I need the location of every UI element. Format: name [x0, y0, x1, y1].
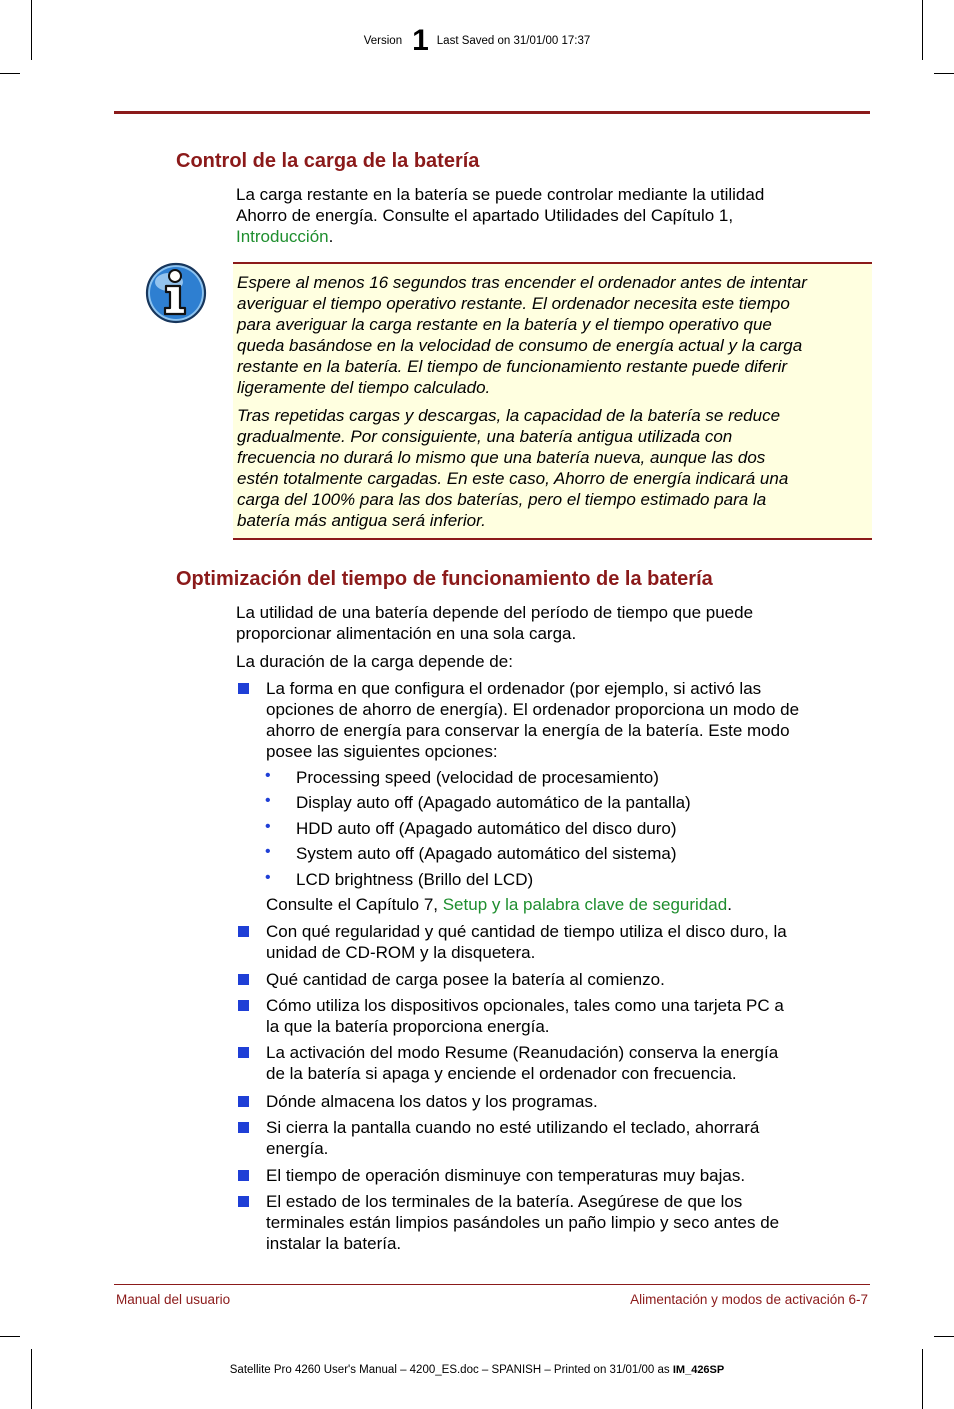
note-line: restante en la batería. El tiempo de funcionamiento restante puede diferir	[237, 357, 788, 376]
bullet-marker	[238, 974, 249, 985]
list-item-line: energía.	[266, 1139, 329, 1158]
note-box	[233, 262, 872, 540]
list-item-line: Con qué regularidad y qué cantidad de tiempo utiliza el disco duro, la	[266, 922, 787, 941]
bullet-marker	[238, 1000, 249, 1011]
sub-bullet-dot: •	[265, 792, 271, 809]
list-item-line: instalar la batería.	[266, 1234, 402, 1253]
last-saved: Last Saved on 31/01/00 17:37	[436, 35, 591, 47]
sub-bullet-dot: •	[265, 843, 271, 860]
list-item-line: la que la batería proporciona energía.	[266, 1017, 550, 1036]
sub-bullet-dot: •	[265, 818, 271, 835]
link-setup-security[interactable]: Setup y la palabra clave de seguridad	[442, 895, 728, 914]
note-line: para averiguar la carga restante en la batería y el tiempo operativo que	[237, 315, 772, 334]
list-item-line: Dónde almacena los datos y los programas.	[266, 1092, 598, 1111]
paragraph: La duración de la carga depende de:	[236, 652, 513, 671]
paragraph: Introducción.	[236, 227, 334, 246]
print-info: Satellite Pro 4260 User's Manual – 4200_ES.doc – SPANISH – Printed on 31/01/00 as IM_426SP	[229, 1364, 725, 1376]
crop-mark	[934, 73, 954, 74]
list-item-line: Cómo utiliza los dispositivos opcionales, tales como una tarjeta PC a	[266, 996, 784, 1015]
list-item-line: La activación del modo Resume (Reanudación) conserva la energía	[266, 1043, 779, 1062]
version-header	[0, 24, 954, 58]
print-code: IM_426SP	[672, 1364, 725, 1376]
list-item-line: Si cierra la pantalla cuando no esté utilizando el teclado, ahorrará	[266, 1118, 760, 1137]
section-title-battery-optimization: Optimización del tiempo de funcionamiento de la batería	[176, 568, 713, 590]
footer-rule	[114, 1284, 870, 1285]
footer-left: Manual del usuario	[116, 1292, 231, 1307]
paragraph: La carga restante en la batería se puede controlar mediante la utilidad	[236, 185, 765, 204]
note-line: queda basándose en la velocidad de consumo de energía actual y la carga	[237, 336, 803, 355]
top-rule	[114, 111, 870, 114]
note-line: ligeramente del tiempo calculado.	[237, 378, 491, 397]
bullet-marker	[238, 683, 249, 694]
link-introduccion[interactable]: Introducción	[236, 227, 329, 246]
bullet-marker	[238, 1047, 249, 1058]
consult-line: Consulte el Capítulo 7, Setup y la palabra clave de seguridad.	[266, 895, 732, 914]
paragraph: proporcionar alimentación en una sola carga.	[236, 624, 577, 643]
list-item-line: de la batería si apaga y enciende el ordenador con frecuencia.	[266, 1064, 737, 1083]
note-line: averiguar el tiempo operativo restante. El ordenador necesita este tiempo	[237, 294, 790, 313]
note-line: estén totalmente cargadas. En este caso, Ahorro de energía indicará una	[237, 469, 789, 488]
note-line: carga del 100% para las dos baterías, pero el tiempo estimado para la	[237, 490, 767, 509]
version-number: 1	[412, 24, 429, 57]
sub-list-item: Display auto off (Apagado automático de la pantalla)	[296, 793, 691, 812]
info-icon	[145, 262, 207, 324]
list-item-line: Qué cantidad de carga posee la batería al comienzo.	[266, 970, 665, 989]
paragraph: Ahorro de energía. Consulte el apartado Utilidades del Capítulo 1,	[236, 206, 734, 225]
list-item-line: La forma en que configura el ordenador (por ejemplo, si activó las	[266, 679, 762, 698]
sub-list-item: HDD auto off (Apagado automático del disco duro)	[296, 819, 677, 838]
crop-mark	[31, 1349, 32, 1409]
bullet-marker	[238, 1096, 249, 1107]
section-title-battery-charge: Control de la carga de la batería	[176, 150, 480, 172]
version-label: Version	[363, 35, 403, 47]
sub-bullet-dot: •	[265, 869, 271, 886]
bullet-marker	[238, 926, 249, 937]
list-item-line: ahorro de energía para conservar la energía de la batería. Este modo	[266, 721, 790, 740]
crop-mark	[934, 1336, 954, 1337]
list-item-line: opciones de ahorro de energía). El ordenador proporciona un modo de	[266, 700, 800, 719]
sub-list-item: LCD brightness (Brillo del LCD)	[296, 870, 534, 889]
note-line: gradualmente. Por consiguiente, una batería antigua utilizada con	[237, 427, 733, 446]
sub-bullet-dot: •	[265, 767, 271, 784]
list-item-line: El tiempo de operación disminuye con temperaturas muy bajas.	[266, 1166, 746, 1185]
note-line: Espere al menos 16 segundos tras encender el ordenador antes de intentar	[237, 273, 807, 292]
list-item-line: posee las siguientes opciones:	[266, 742, 498, 761]
note-line: Tras repetidas cargas y descargas, la capacidad de la batería se reduce	[237, 406, 781, 425]
bullet-marker	[238, 1196, 249, 1207]
sub-list-item: System auto off (Apagado automático del sistema)	[296, 844, 677, 863]
note-line: frecuencia no durará lo mismo que una batería nueva, aunque las dos	[237, 448, 766, 467]
sub-list-item: Processing speed (velocidad de procesamiento)	[296, 768, 659, 787]
list-item-line: El estado de los terminales de la batería. Asegúrese de que los	[266, 1192, 743, 1211]
bullet-marker	[238, 1122, 249, 1133]
list-item-line: unidad de CD-ROM y la disquetera.	[266, 943, 536, 962]
list-item-line: terminales están limpios pasándoles un paño limpio y seco antes de	[266, 1213, 780, 1232]
crop-mark	[0, 1336, 20, 1337]
note-line: batería más antigua será inferior.	[237, 511, 486, 530]
footer-right: Alimentación y modos de activación 6-7	[630, 1292, 868, 1307]
paragraph: La utilidad de una batería depende del período de tiempo que puede	[236, 603, 754, 622]
crop-mark	[922, 1349, 923, 1409]
bullet-marker	[238, 1170, 249, 1181]
crop-mark	[0, 73, 20, 74]
